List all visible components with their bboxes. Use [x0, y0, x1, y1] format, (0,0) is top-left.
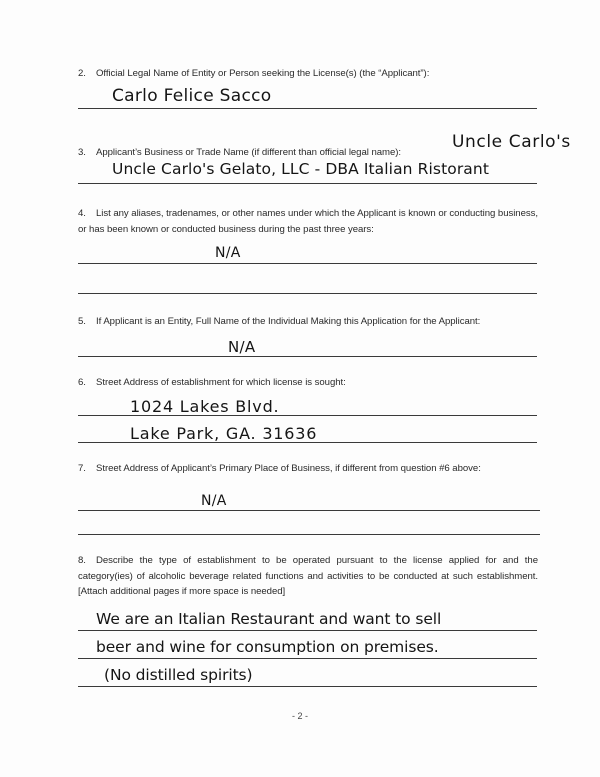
question-text: Official Legal Name of Entity or Person seeking the License(s) (the “Applicant”):: [96, 68, 430, 79]
question-text: List any aliases, tradenames, or other names under which the Applicant is known or conducting business, or has been known or conducted business during the past three years:: [78, 208, 538, 235]
question-7-label: [78, 461, 558, 477]
answer-line[interactable]: [78, 108, 537, 109]
page-number: - 2 -: [291, 711, 308, 721]
question-2-label: [78, 66, 538, 82]
question-6-label: [78, 375, 538, 391]
answer-line[interactable]: [78, 293, 537, 294]
answer-line[interactable]: [78, 534, 540, 535]
question-number: 4.: [78, 208, 86, 219]
question-number: 7.: [78, 463, 86, 474]
answer-primary-business-address: N/A: [201, 493, 227, 509]
question-text: If Applicant is an Entity, Full Name of the Individual Making this Application for the Applicant:: [96, 316, 481, 327]
question-number: 2.: [78, 68, 86, 79]
answer-line[interactable]: [78, 356, 537, 357]
question-8-label: [78, 553, 538, 600]
answer-line[interactable]: [78, 183, 537, 184]
question-5-label: [78, 314, 538, 330]
question-text: Describe the type of establishment to be operated pursuant to the license applied for and the category(ies) of alcoholic beverage related functions and activities to be conducted at such establishment. [Attach additional pages if more space is needed]: [78, 555, 538, 597]
question-number: 5.: [78, 316, 86, 327]
answer-legal-name: Carlo Felice Sacco: [112, 86, 272, 106]
answer-aliases: N/A: [215, 245, 241, 261]
question-text: Street Address of establishment for which license is sought:: [96, 377, 346, 388]
answer-trade-name: Uncle Carlo's Gelato, LLC - DBA Italian Ristorant: [112, 160, 490, 178]
answer-line[interactable]: [78, 686, 537, 687]
question-text: Street Address of Applicant’s Primary Place of Business, if different from question #6 above:: [96, 463, 481, 474]
answer-establishment-description-line2: beer and wine for consumption on premises.: [96, 638, 439, 656]
answer-line[interactable]: [78, 263, 537, 264]
question-number: 6.: [78, 377, 86, 388]
answer-establishment-address-line2: Lake Park, GA. 31636: [130, 424, 318, 443]
answer-line[interactable]: [78, 630, 537, 631]
answer-trade-name-inline: Uncle Carlo's: [452, 132, 571, 152]
question-number: 8.: [78, 555, 86, 566]
question-4-label: [78, 206, 538, 237]
answer-establishment-description-line1: We are an Italian Restaurant and want to sell: [96, 610, 442, 628]
answer-establishment-address-line1: 1024 Lakes Blvd.: [130, 397, 280, 416]
answer-line[interactable]: [78, 415, 537, 416]
answer-line[interactable]: [78, 442, 537, 443]
answer-line[interactable]: [78, 510, 540, 511]
answer-individual-name: N/A: [228, 338, 256, 356]
question-text: Applicant’s Business or Trade Name (if different than official legal name):: [96, 147, 402, 158]
answer-establishment-description-line3: (No distilled spirits): [104, 666, 253, 684]
question-number: 3.: [78, 147, 86, 158]
answer-line[interactable]: [78, 658, 537, 659]
